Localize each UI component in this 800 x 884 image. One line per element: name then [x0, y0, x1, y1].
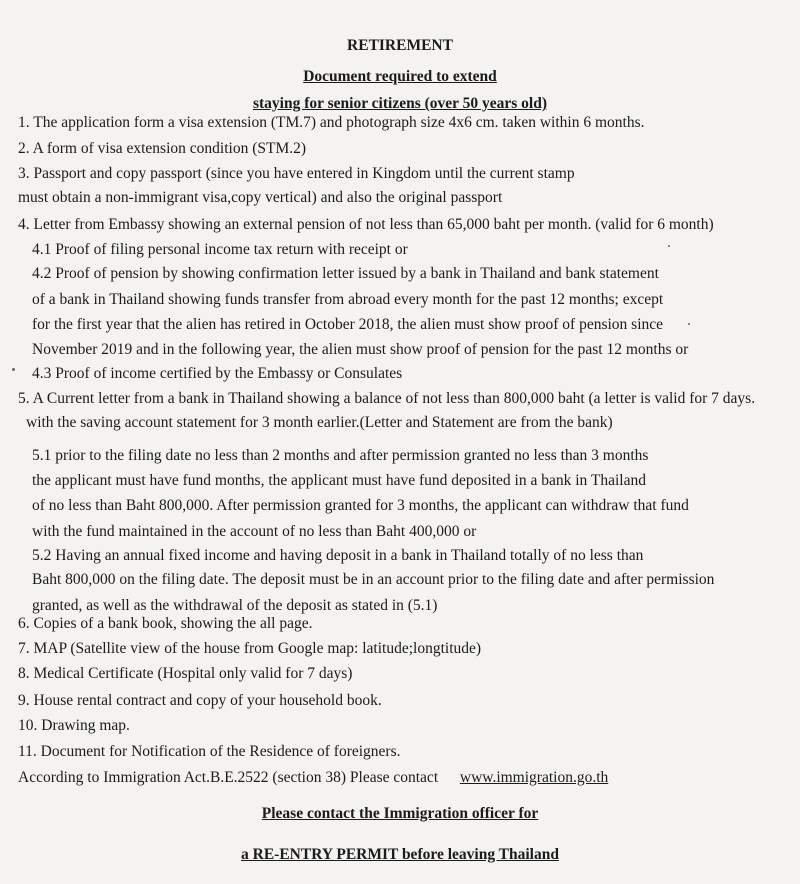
- list-item-6: 6. Copies of a bank book, showing the all page.: [18, 615, 313, 632]
- list-item-8: 8. Medical Certificate (Hospital only valid for 7 days): [18, 665, 353, 682]
- scan-speck: [12, 368, 15, 371]
- scan-speck: [668, 245, 670, 247]
- list-item-1: 1. The application form a visa extension (TM.7) and photograph size 4x6 cm. taken within 6 months.: [18, 114, 645, 131]
- list-item-3-line-1: 3. Passport and copy passport (since you have entered in Kingdom until the current stamp: [18, 165, 575, 182]
- list-item-4: 4. Letter from Embassy showing an external pension of not less than 65,000 baht per month. (valid for 6 month): [18, 216, 714, 233]
- act-reference-line: [18, 768, 608, 788]
- list-item-4-1: 4.1 Proof of filing personal income tax return with receipt or: [32, 241, 408, 258]
- list-item-7: 7. MAP (Satellite view of the house from Google map: latitude;longtitude): [18, 640, 482, 657]
- list-item-4-3: 4.3 Proof of income certified by the Embassy or Consulates: [32, 365, 403, 382]
- list-item-5-1-line-2: the applicant must have fund months, the applicant must have fund deposited in a bank in Thailand: [32, 472, 646, 489]
- list-item-4-2-line-2: of a bank in Thailand showing funds transfer from abroad every month for the past 12 months; except: [32, 291, 664, 308]
- list-item-5-2-line-2: Baht 800,000 on the filing date. The deposit must be in an account prior to the filing date and after permission: [32, 571, 715, 588]
- act-reference-text: According to Immigration Act.B.E.2522 (section 38) Please contact: [18, 769, 439, 786]
- list-item-4-2-line-3: for the first year that the alien has retired in October 2018, the alien must show proof of pension since: [32, 316, 664, 333]
- list-item-5-2-line-3: granted, as well as the withdrawal of the deposit as stated in (5.1): [32, 597, 438, 614]
- list-item-11: 11. Document for Notification of the Residence of foreigners.: [18, 743, 401, 760]
- list-item-5-1-line-3: of no less than Baht 800,000. After permission granted for 3 months, the applicant can withdraw that fund: [32, 497, 689, 514]
- list-item-4-2-line-4: November 2019 and in the following year, the alien must show proof of pension for the past 12 months or: [32, 341, 689, 358]
- document-subtitle-2: staying for senior citizens (over 50 years old): [252, 95, 548, 112]
- list-item-3-line-2: must obtain a non-immigrant visa,copy vertical) and also the original passport: [18, 189, 503, 206]
- list-item-5-1-line-4: with the fund maintained in the account of no less than Baht 400,000 or: [32, 523, 477, 540]
- list-item-5-line-2: with the saving account statement for 3 month earlier.(Letter and Statement are from the bank): [26, 414, 613, 431]
- footer-note-1: Please contact the Immigration officer for: [261, 805, 539, 822]
- list-item-2: 2. A form of visa extension condition (STM.2): [18, 140, 307, 157]
- scan-speck: [688, 323, 690, 325]
- list-item-5-2-line-1: 5.2 Having an annual fixed income and having deposit in a bank in Thailand totally of no less than: [32, 547, 644, 564]
- footer-note-2: a RE-ENTRY PERMIT before leaving Thailand: [241, 846, 559, 863]
- list-item-9: 9. House rental contract and copy of your household book.: [18, 692, 382, 709]
- document-title: RETIREMENT: [347, 37, 453, 54]
- list-item-4-2-line-1: 4.2 Proof of pension by showing confirmation letter issued by a bank in Thailand and bank statement: [32, 265, 659, 282]
- list-item-5-line-1: 5. A Current letter from a bank in Thailand showing a balance of not less than 800,000 baht (a letter is valid for 7 days.: [18, 390, 756, 407]
- list-item-5-1-line-1: 5.1 prior to the filing date no less than 2 months and after permission granted no less than 3 months: [32, 447, 649, 464]
- list-item-10: 10. Drawing map.: [18, 717, 130, 734]
- immigration-website-link[interactable]: www.immigration.go.th: [459, 769, 609, 786]
- document-subtitle-1: Document required to extend: [303, 68, 497, 85]
